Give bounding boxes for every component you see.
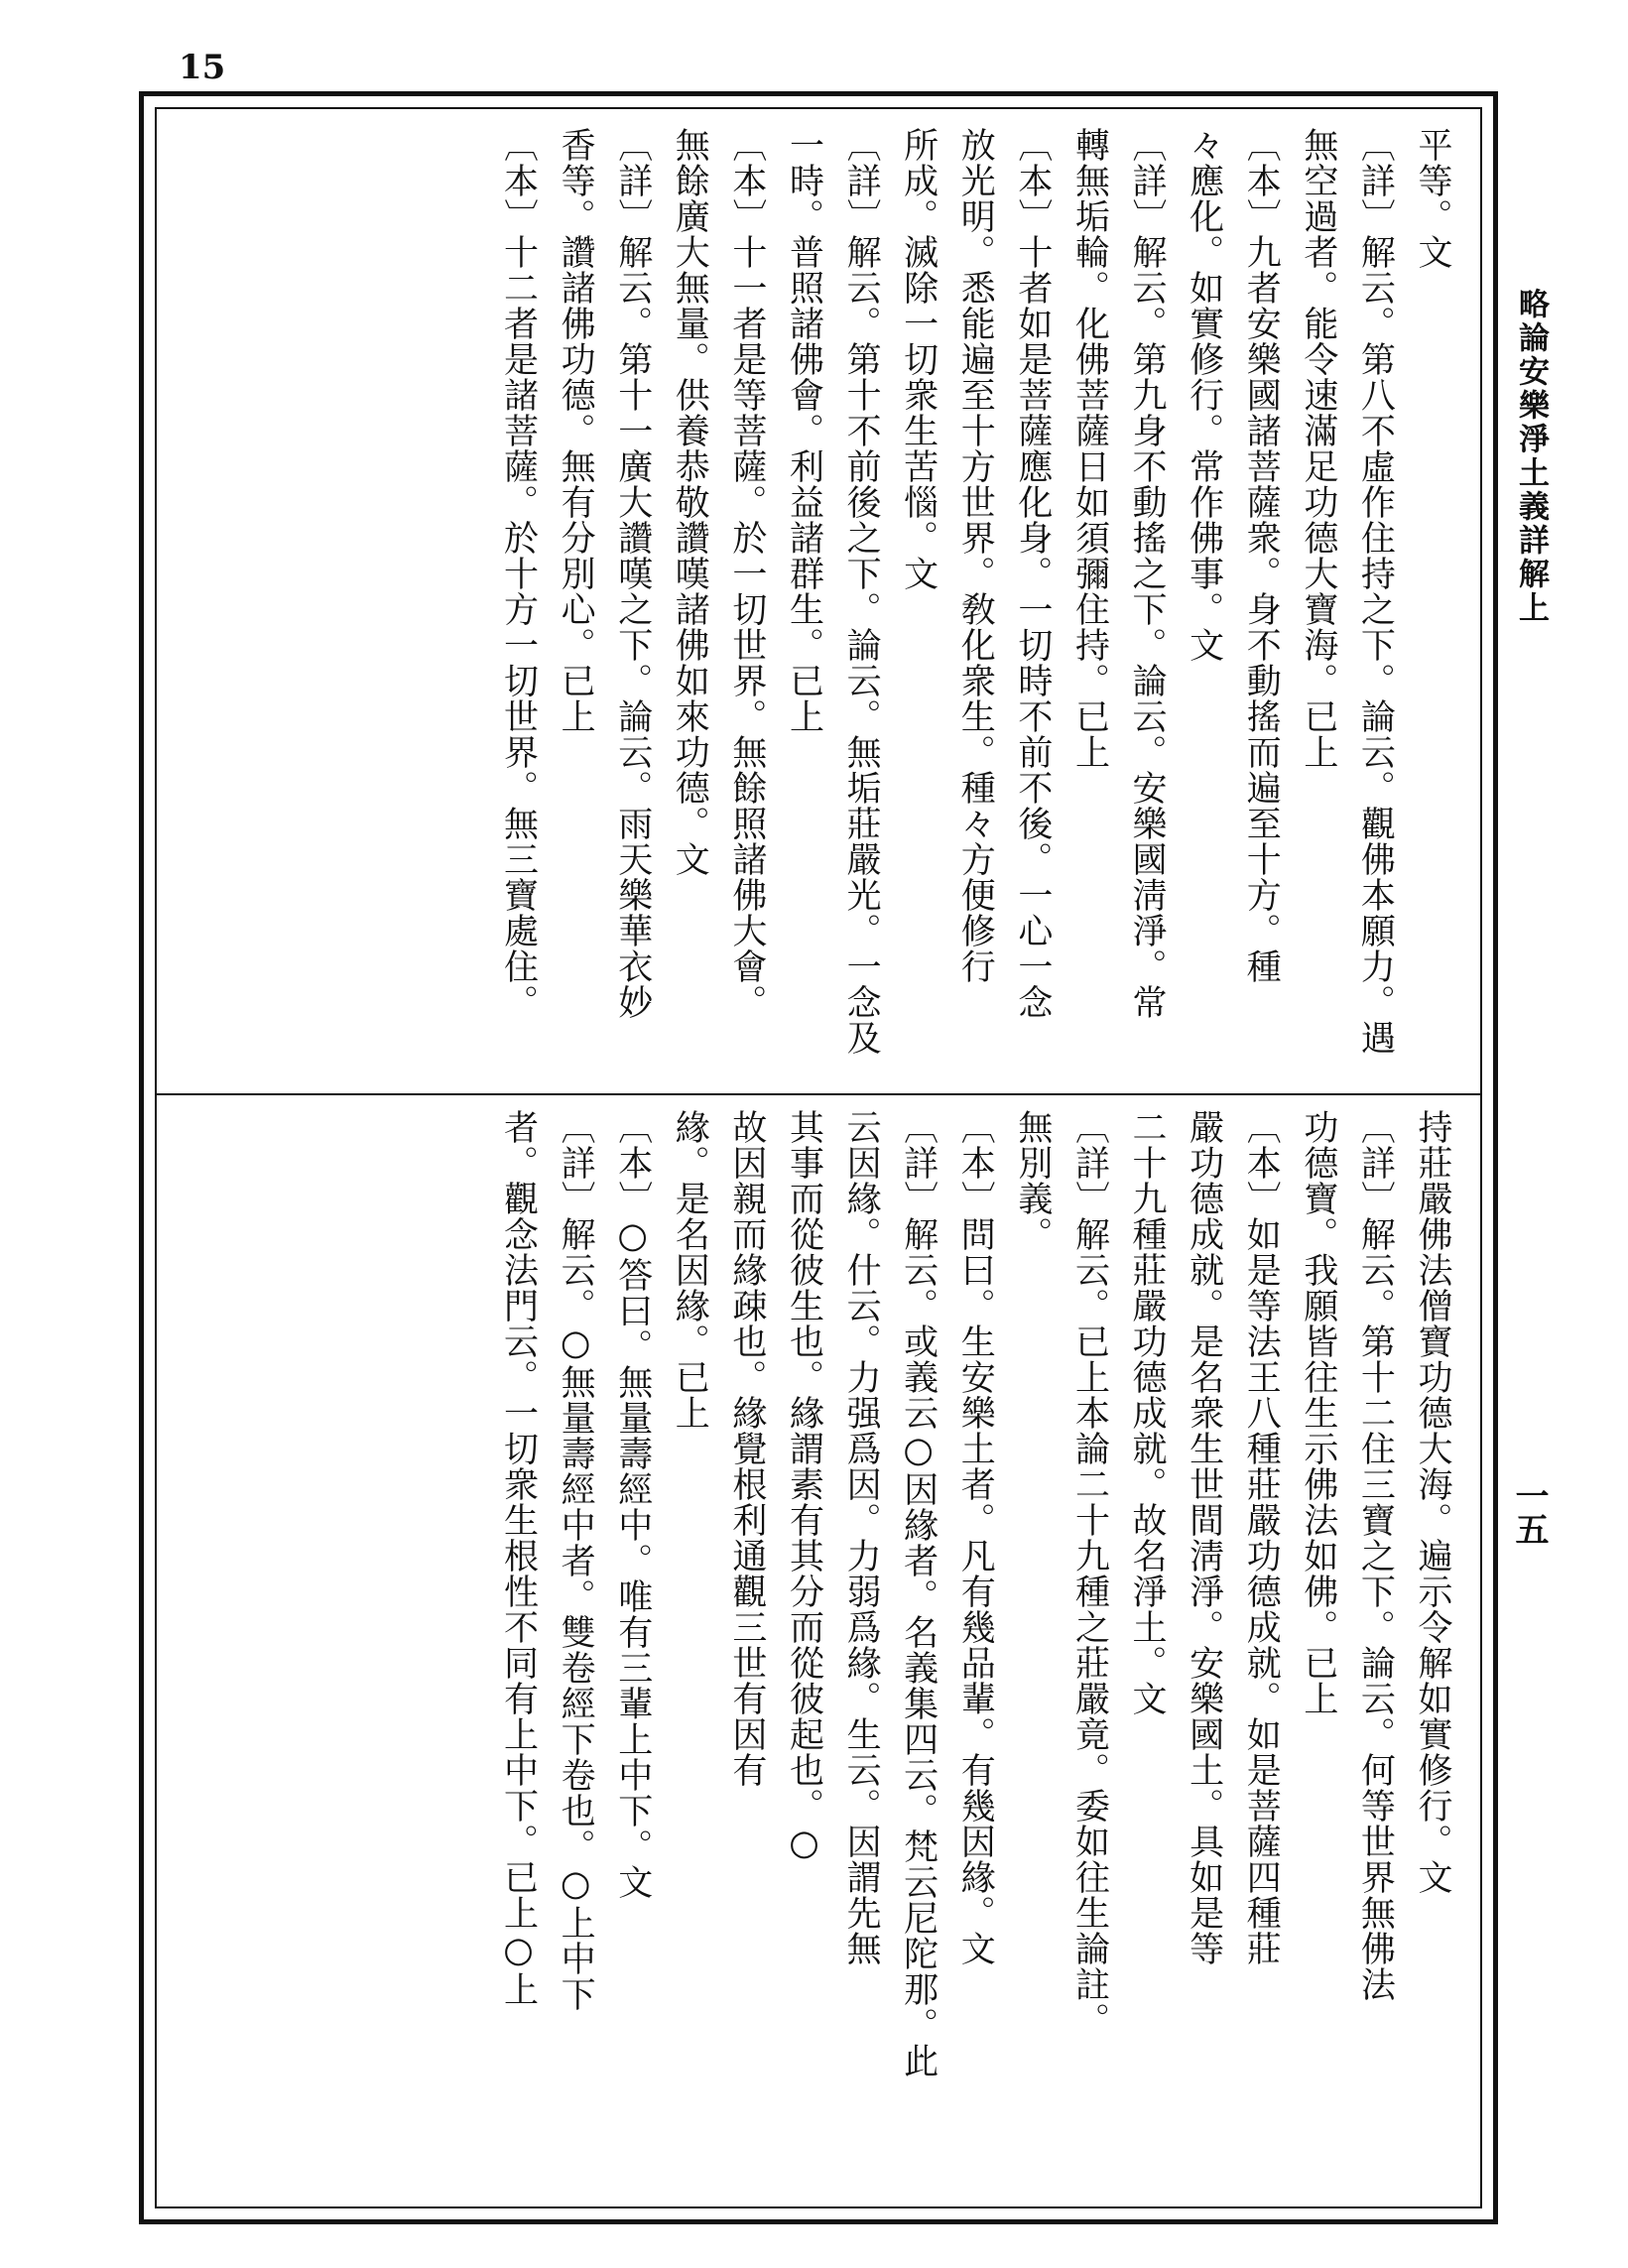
- page-number-top: 15: [179, 48, 226, 87]
- text-column: 所成。滅除一切衆生苦惱。文: [898, 127, 939, 591]
- text-column: 者。觀念法門云。一切衆生根性不同有上中下。已上○上: [498, 1109, 539, 2007]
- text-column: 〔詳〕解云。第十二住三寶之下。論云。何等世界無佛法: [1355, 1109, 1396, 2002]
- margin-title: 略論安樂淨土義詳解上: [1513, 288, 1549, 625]
- text-column: 二十九種莊嚴功德成就。故名淨土。文: [1127, 1109, 1168, 1716]
- text-column: 持莊嚴佛法僧寶功德大海。遍示令解如實修行。文: [1413, 1109, 1452, 1895]
- text-column: 〔詳〕解云。○無量壽經中者。雙卷經下卷也。○上中下: [556, 1109, 596, 2012]
- text-column: 無空過者。能令速滿足功德大寶海。已上: [1298, 127, 1338, 770]
- text-column: 緣。是名因緣。已上: [670, 1109, 710, 1431]
- text-column: 〔詳〕解云。第十一廣大讚嘆之下。論云。雨天樂華衣妙: [612, 127, 653, 1020]
- margin-page-number: 一五: [1509, 1478, 1549, 1546]
- text-column: 〔詳〕解云。第九身不動搖之下。論云。安樂國淸淨。常: [1127, 127, 1168, 1020]
- text-column: 〔本〕問曰。生安樂土者。凡有幾品輩。有幾因緣。文: [955, 1109, 996, 1966]
- text-column: 香等。讚諸佛功德。無有分別心。已上: [556, 127, 596, 734]
- text-column: 一時。普照諸佛會。利益諸群生。已上: [784, 127, 824, 734]
- text-column: 々應化。如實修行。常作佛事。文: [1184, 127, 1224, 663]
- text-column: 〔本〕十二者是諸菩薩。於十方一切世界。無三寶處住。: [498, 127, 539, 1020]
- text-column: 〔詳〕解云。第八不虛作住持之下。論云。觀佛本願力。遇: [1355, 127, 1396, 1056]
- text-column: 〔本〕十一者是等菩薩。於一切世界。無餘照諸佛大會。: [726, 127, 767, 1020]
- upper-text-block: [177, 127, 1460, 1079]
- text-column: 嚴功德成就。是名衆生世間淸淨。安樂國土。具如是等: [1184, 1109, 1224, 1966]
- text-column: 〔本〕如是等法王八種莊嚴功德成就。如是菩薩四種莊: [1241, 1109, 1282, 1966]
- text-column: 無餘廣大無量。供養恭敬讚嘆諸佛如來功德。文: [670, 127, 710, 877]
- text-column: 〔本〕○答曰。無量壽經中。唯有三輩上中下。文: [612, 1109, 653, 1900]
- text-column: 放光明。悉能遍至十方世界。敎化衆生。種々方便修行: [955, 127, 996, 984]
- text-column: 平等。文: [1413, 127, 1452, 270]
- text-column: 〔本〕十者如是菩薩應化身。一切時不前不後。一心一念: [1012, 127, 1053, 1020]
- lower-text-block: [177, 1109, 1460, 2191]
- text-column: 〔詳〕解云。第十不前後之下。論云。無垢莊嚴光。一念及: [841, 127, 882, 1056]
- section-divider: [155, 1093, 1482, 1095]
- text-column: 其事而從彼生也。緣謂素有其分而從彼起也。○: [784, 1109, 824, 1864]
- text-column: 故因親而緣疎也。緣覺根利通觀三世有因有: [726, 1109, 767, 1788]
- text-column: 〔詳〕解云。或義云○因緣者。名義集四云。梵云尼陀那。此: [898, 1109, 939, 2079]
- text-column: 云因緣。什云。力强爲因。力弱爲緣。生云。因謂先無: [841, 1109, 882, 1966]
- text-column: 轉無垢輪。化佛菩薩日如須彌住持。已上: [1069, 127, 1110, 770]
- text-column: 〔詳〕解云。已上本論二十九種之莊嚴竟。委如往生論註。: [1069, 1109, 1110, 2038]
- text-column: 無別義。: [1012, 1109, 1053, 1252]
- text-column: 〔本〕九者安樂國諸菩薩衆。身不動搖而遍至十方。種: [1241, 127, 1282, 984]
- text-column: 功德寶。我願皆往生示佛法如佛。已上: [1298, 1109, 1338, 1716]
